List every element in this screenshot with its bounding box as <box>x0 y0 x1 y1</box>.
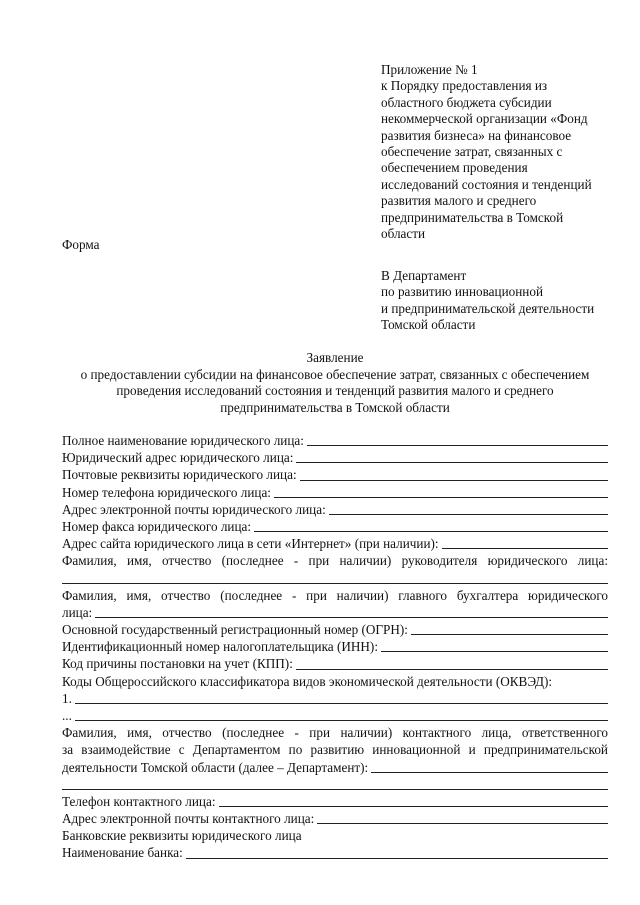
appendix-line: областного бюджета субсидии <box>381 94 552 110</box>
title-line: предпринимательства в Томской области <box>220 399 450 415</box>
kpp-field[interactable] <box>62 655 608 672</box>
appendix-line: некоммерческой организации «Фонд <box>381 111 588 127</box>
bank-name-blank[interactable] <box>186 857 608 859</box>
contact-label-line1: Фамилия, имя, отчество (последнее - при наличии) контактного лица, ответственного <box>62 725 608 741</box>
appendix-line: предпринимательства в Томской <box>381 209 564 225</box>
okved-item-1[interactable] <box>62 690 608 707</box>
contact-label-line3: деятельности Томской области (далее – Департамент): <box>62 759 369 775</box>
accountant-label-line1: Фамилия, имя, отчество (последнее - при наличии) главного бухгалтера юридического <box>62 587 608 603</box>
title-line: проведения исследований состояния и тенденций развития малого и среднего <box>116 383 554 399</box>
head-name-blank[interactable] <box>62 570 608 587</box>
contact-phone-blank[interactable] <box>219 805 609 807</box>
appendix-line: исследований состояния и тенденций <box>381 176 592 192</box>
ogrn-field[interactable] <box>62 621 608 638</box>
appendix-line: обеспечение затрат, связанных с <box>381 144 563 160</box>
okved-heading <box>62 673 608 690</box>
application-form <box>62 432 608 862</box>
legal-address-field[interactable] <box>62 449 608 466</box>
okved-item-1-blank[interactable] <box>75 702 608 704</box>
appendix-line: развития малого и среднего <box>381 193 537 209</box>
form-label: Форма <box>62 237 100 252</box>
website-label: Адрес сайта юридического лица в сети «Интернет» (при наличии): <box>62 536 439 552</box>
fax-field[interactable] <box>62 518 608 535</box>
legal-address-blank[interactable] <box>296 461 608 463</box>
application-title <box>40 350 630 416</box>
full-name-blank[interactable] <box>307 444 608 446</box>
bank-details-heading <box>62 827 608 844</box>
addressee-line: В Департамент <box>381 268 467 283</box>
title-line: о предоставлении субсидии на финансовое обеспечение затрат, связанных с обеспечением <box>80 366 590 382</box>
contact-email-label: Адрес электронной почты контактного лица: <box>62 811 315 827</box>
appendix-line: к Порядку предоставления из <box>381 78 548 94</box>
addressee-line: Томской области <box>381 317 476 333</box>
contact-email-field[interactable] <box>62 810 608 827</box>
email-field[interactable] <box>62 501 608 518</box>
phone-label: Номер телефона юридического лица: <box>62 484 271 500</box>
legal-address-label: Юридический адрес юридического лица: <box>62 450 294 466</box>
postal-details-blank[interactable] <box>300 479 608 481</box>
full-name-field[interactable] <box>62 432 608 449</box>
contact-blank-extra[interactable] <box>62 776 608 793</box>
bank-name-label: Наименование банка: <box>62 845 183 861</box>
addressee-block <box>381 268 626 334</box>
okved-item-1-label: 1. <box>62 690 72 706</box>
contact-blank[interactable] <box>371 771 608 773</box>
contact-label-line2: за взаимодействие с Департаментом по развитию инновационной и предпринимательской <box>62 742 608 758</box>
contact-field[interactable] <box>62 759 608 776</box>
ogrn-blank[interactable] <box>411 633 608 635</box>
postal-details-label: Почтовые реквизиты юридического лица: <box>62 467 297 483</box>
contact-email-blank[interactable] <box>317 822 608 824</box>
accountant-field[interactable] <box>62 604 608 621</box>
bank-name-field[interactable] <box>62 845 608 862</box>
inn-blank[interactable] <box>381 650 608 652</box>
email-label: Адрес электронной почты юридического лица: <box>62 501 326 517</box>
inn-field[interactable] <box>62 638 608 655</box>
addressee-line: по развитию инновационной <box>381 284 544 300</box>
accountant-blank[interactable] <box>95 616 608 618</box>
okved-more-blank[interactable] <box>75 719 608 721</box>
appendix-line: обеспечением проведения <box>381 160 528 176</box>
appendix-line: области <box>381 226 426 242</box>
appendix-header <box>381 62 621 242</box>
fax-label: Номер факса юридического лица: <box>62 518 252 534</box>
full-name-label: Полное наименование юридического лица: <box>62 432 304 448</box>
contact-phone-label: Телефон контактного лица: <box>62 793 216 809</box>
phone-field[interactable] <box>62 484 608 501</box>
okved-more-label: ... <box>62 707 72 723</box>
ogrn-label: Основной государственный регистрационный номер (ОГРН): <box>62 622 408 638</box>
fax-blank[interactable] <box>254 530 608 532</box>
postal-details-field[interactable] <box>62 466 608 483</box>
website-field[interactable] <box>62 535 608 552</box>
email-blank[interactable] <box>329 513 608 515</box>
inn-label: Идентификационный номер налогоплательщика (ИНН): <box>62 639 378 655</box>
okved-more[interactable] <box>62 707 608 724</box>
contact-phone-field[interactable] <box>62 793 608 810</box>
head-name-label: Фамилия, имя, отчество (последнее - при наличии) руководителя юридического лица: <box>62 553 608 569</box>
kpp-blank[interactable] <box>296 668 608 670</box>
appendix-line: Приложение № 1 <box>381 62 478 77</box>
kpp-label: Код причины постановки на учет (КПП): <box>62 656 293 672</box>
accountant-label-line2: лица: <box>62 604 93 620</box>
website-blank[interactable] <box>442 547 608 549</box>
okved-label: Коды Общероссийского классификатора видов экономической деятельности (ОКВЭД): <box>62 673 553 689</box>
title-heading: Заявление <box>306 350 364 365</box>
appendix-line: развития бизнеса» на финансовое <box>381 127 572 143</box>
addressee-line: и предпринимательской деятельности <box>381 300 595 316</box>
bank-details-label: Банковские реквизиты юридического лица <box>62 828 302 844</box>
phone-blank[interactable] <box>274 496 608 498</box>
